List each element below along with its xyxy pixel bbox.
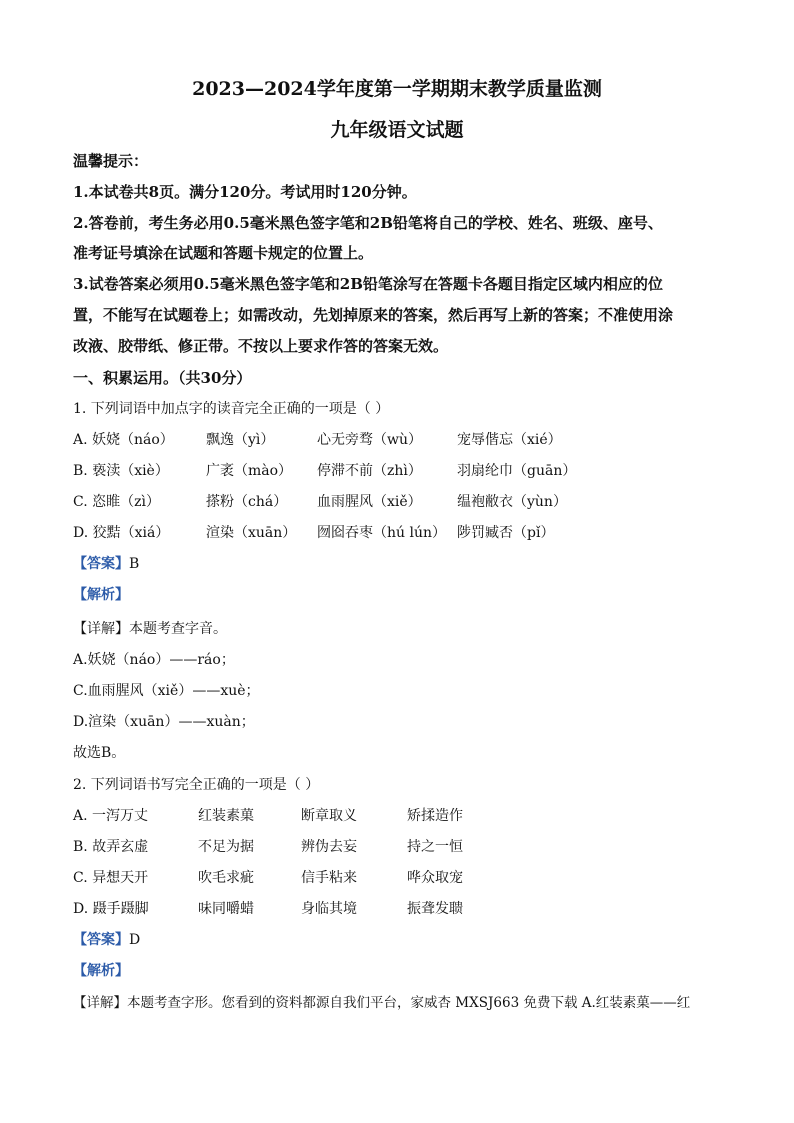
q1-analysis [73,585,129,605]
q1-option-d-3: 囫囵吞枣（hú lún） [317,525,446,541]
answer-value: B [129,556,140,572]
q2-detail [73,993,690,1013]
q2-option-b-2: 不足为据 [198,839,254,855]
q1-option-c-1: C. 恣睢（zì） [73,494,160,510]
q2-option-a-3: 断章取义 [301,808,357,824]
answer-tag: 【答案】 [73,556,129,572]
q1-explain-line-3: D.渲染（xuān）——xuàn； [73,714,255,730]
q2-option-d-4: 振聋发聩 [407,901,463,917]
notice-item-3: 3.试卷答案必须用0.5毫米黑色签字笔和2B铅笔涂写在答题卡各题目指定区域内相应的位 [73,275,663,293]
q2-option-d-2: 味同嚼蜡 [198,901,254,917]
q1-option-c-3: 血雨腥风（xiě） [317,494,422,510]
q1-option-c-2: 搽粉（chá） [206,494,288,510]
q1-option-a-1: A. 妖娆（náo） [73,432,174,448]
q2-option-a-2: 红装素菓 [198,808,254,824]
q1-option-row-d [73,523,633,543]
analysis-tag: 【解析】 [73,963,129,979]
q2-option-b-1: B. 故弄玄虚 [73,839,149,855]
q1-stem: 1. 下列词语中加点字的读音完全正确的一项是（ ） [73,401,390,417]
q1-option-row-b [73,461,633,481]
q1-option-row-c [73,492,633,512]
q1-option-row-a [73,430,633,450]
q1-option-b-2: 广袤（mào） [206,463,293,479]
q1-option-b-1: B. 亵渎（xiè） [73,463,169,479]
notice-item-3-cont-2: 改液、胶带纸、修正带。不按以上要求作答的答案无效。 [73,337,449,355]
q2-option-c-2: 吹毛求疵 [198,870,254,886]
q2-answer [73,930,140,950]
q1-option-c-4: 缊袍敝衣（yùn） [457,494,567,510]
detail-text: 本题考查字音。 [129,621,227,637]
detail-tag: 【详解】 [73,621,129,637]
q1-explain-line-2: C.血雨腥风（xiě）——xuè； [73,683,260,699]
q2-analysis [73,961,129,981]
q1-option-d-4: 陟罚臧否（pǐ） [457,525,555,541]
page-subtitle: 九年级语文试题 [330,119,464,141]
q1-explain-line-1: A.妖娆（náo）——ráo； [73,652,235,668]
q1-explain-line-4: 故选B。 [73,745,126,761]
q2-option-row-c [73,868,533,888]
q1-option-b-3: 停滞不前（zhì） [317,463,422,479]
q1-answer [73,554,139,574]
q2-option-row-a [73,806,533,826]
q2-option-b-4: 持之一恒 [407,839,463,855]
analysis-tag: 【解析】 [73,587,129,603]
q2-option-a-1: A. 一泻万丈 [73,808,149,824]
q1-option-a-3: 心无旁骛（wù） [317,432,422,448]
answer-value: D [129,932,141,948]
q2-option-row-b [73,837,533,857]
q1-option-a-2: 飘逸（yì） [206,432,275,448]
notice-item-2-cont: 准考证号填涂在试题和答题卡规定的位置上。 [73,244,374,262]
notice-item-2: 2.答卷前，考生务必用0.5毫米黑色签字笔和2B铅笔将自己的学校、姓名、班级、座号、 [73,214,663,232]
q1-detail [73,619,227,639]
q2-option-c-4: 哗众取宠 [407,870,463,886]
q1-option-d-1: D. 狡黠（xiá） [73,525,170,541]
q2-option-b-3: 辨伪去妄 [301,839,357,855]
q2-option-c-3: 信手粘来 [301,870,357,886]
q2-stem: 2. 下列词语书写完全正确的一项是（ ） [73,777,320,793]
detail-text: 本题考查字形。您看到的资料都源自我们平台，家威杏 MXSJ663 免费下载 A.红装素菓——红 [127,995,691,1011]
q1-option-a-4: 宠辱偕忘（xié） [457,432,562,448]
q2-option-row-d [73,899,533,919]
answer-tag: 【答案】 [73,932,129,948]
page-title: 2023—2024学年度第一学期期末教学质量监测 [192,78,602,100]
q1-option-d-2: 渲染（xuān） [206,525,297,541]
notice-item-3-cont-1: 置，不能写在试题卷上；如需改动，先划掉原来的答案，然后再写上新的答案；不准使用涂 [73,306,674,324]
detail-tag: 【详解】 [73,995,127,1011]
section-heading: 一、积累运用。（共30分） [73,369,252,387]
notice-item-1: 1.本试卷共8页。满分120分。考试用时120分钟。 [73,183,417,201]
notice-heading: 温馨提示： [73,152,149,170]
q2-option-d-1: D. 蹑手蹑脚 [73,901,149,917]
q2-option-a-4: 矫揉造作 [407,808,463,824]
q1-option-b-4: 羽扇纶巾（guān） [457,463,577,479]
q2-option-c-1: C. 异想天开 [73,870,149,886]
q2-option-d-3: 身临其境 [301,901,357,917]
